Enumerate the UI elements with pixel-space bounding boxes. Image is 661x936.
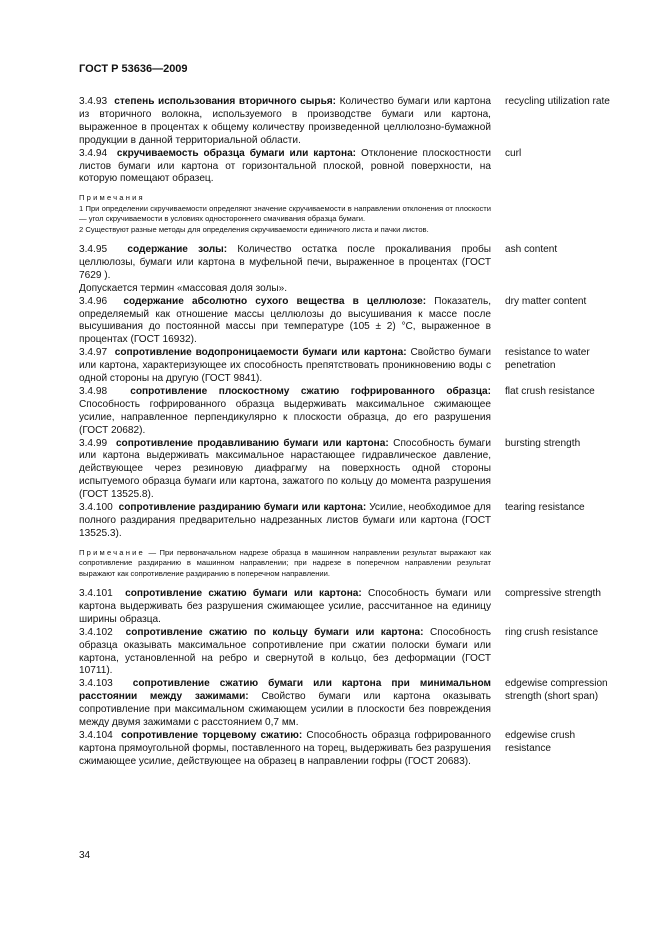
term-number: 3.4.98 — [79, 385, 108, 397]
term-number: 3.4.100 — [79, 502, 113, 514]
term-title: сопротивление водопроницаемости бумаги или картона: — [114, 347, 407, 359]
term-entry-3-4-96 — [79, 296, 619, 348]
note-item: 2 Существуют разные методы для определения скручиваемости единичного листа и пачки листов. — [79, 224, 429, 234]
english-term: edgewise crush resistance — [505, 730, 576, 754]
term-title: сопротивление раздиранию бумаги или картона: — [118, 502, 367, 514]
note-title: Примечания — [79, 193, 145, 203]
term-number: 3.4.94 — [79, 147, 108, 159]
term-title: сопротивление сжатию бумаги или картона при минимальном расстоянии между зажимами: — [79, 678, 491, 703]
term-number: 3.4.99 — [79, 437, 108, 449]
term-number: 3.4.103 — [79, 678, 113, 690]
term-entry-3-4-99 — [79, 438, 619, 503]
english-term: compressive strength — [505, 588, 601, 600]
term-title: сопротивление сжатию по кольцу бумаги или картона: — [125, 626, 424, 638]
note-block-tearing — [79, 548, 491, 579]
note-text: — При первоначальном надрезе образца в машинном направлении результат выражают как сопротивление раздиранию в машинном направлении; при надрезе в поперечном направлении результат выражают как сопротивление раздиранию в поперечном направлении. — [79, 547, 491, 578]
term-title: содержание абсолютно сухого вещества в целлюлозе: — [123, 295, 427, 307]
term-number: 3.4.95 — [79, 243, 108, 255]
term-title: степень использования вторичного сырья: — [114, 96, 337, 107]
term-entry-3-4-93 — [79, 96, 619, 148]
term-title: сопротивление торцевому сжатию: — [121, 730, 303, 741]
english-term: tearing resistance — [505, 502, 585, 514]
note-block-curl — [79, 193, 491, 235]
english-term: ash content — [505, 243, 558, 255]
english-term: ring crush resistance — [505, 626, 599, 638]
term-definition: Количество бумаги или картона из вторичного волокна, используемого в производстве бумаги или картона, выраженное в процентах к общему количеству произведенной целлюлозно-бумажной продукции в данной территориальной области. — [79, 96, 492, 146]
term-definition: Показатель, определяемый как отношение массы целлюлозы до высушивания к массе после высушивания до постоянной массы при температуре (105 ± 2) °С, выраженное в процентах (ГОСТ 16932). — [79, 295, 492, 346]
term-entry-3-4-97 — [79, 347, 619, 386]
term-definition: Способность гофрированного образца выдерживать максимальное сжимающее усилие, направленное перпендикулярно к плоскости образца, до его разрушения (ГОСТ 20682). — [79, 398, 491, 436]
term-definition: Количество остатка после прокаливания пробы целлюлозы, бумаги или картона в муфельной печи, выраженное в процентах (ГОСТ 7629 ). — [79, 243, 491, 281]
term-entry-3-4-100 — [79, 502, 619, 541]
term-definition: Способность бумаги или картона выдерживать максимальное нарастающее гидравлическое давление, действующее через резиновую диафрагму на поверхность одной стороны испытуемого образца бумаги или картона, зажатого по кольцу до момента разрушения (ГОСТ 13525.8). — [79, 437, 492, 501]
term-entry-3-4-98 — [79, 386, 619, 438]
term-number: 3.4.97 — [79, 347, 108, 359]
english-term: bursting strength — [505, 437, 581, 449]
term-entry-3-4-103 — [79, 678, 619, 730]
term-definition: Способность образца гофрированного картона прямоугольной формы, поставленного на торец, выдерживать без разрушения сжимающее усилие, действующее на образец в направлении гофры (ГОСТ 20683). — [79, 730, 491, 767]
document-body — [79, 96, 619, 769]
note-item: 1 При определении скручиваемости определяют значение скручиваемости в направлении отклонения от плоскости — угол скручиваемости в условиях одностороннего смачивания образца бумаги. — [79, 203, 491, 224]
english-term: recycling utilization rate — [505, 96, 610, 107]
term-extra-note: Допускается термин «массовая доля золы». — [79, 282, 288, 294]
term-definition: Способность образца оказывать максимальное сопротивление при сжатии полоски бумаги или картона, установленной на ребро и свернутой в кольцо, без деформации (ГОСТ 10711). — [79, 626, 492, 677]
term-definition: Свойство бумаги или картона оказывать сопротивление при максимальном сжимающем усилии в плоскости без повреждения между двумя зажимами с расстоянием 0,7 мм. — [79, 691, 491, 729]
term-number: 3.4.96 — [79, 295, 108, 307]
page-number: 34 — [79, 850, 91, 861]
term-title: сопротивление плоскостному сжатию гофрированного образца: — [130, 385, 491, 397]
english-term: resistance to water penetration — [505, 347, 590, 372]
term-number: 3.4.101 — [79, 588, 113, 600]
term-title: сопротивление сжатию бумаги или картона: — [125, 588, 362, 600]
term-entry-3-4-104 — [79, 730, 619, 769]
term-definition: Свойство бумаги или картона, характеризующее их способность препятствовать проникновению воды с одной стороны на другую (ГОСТ 9841). — [79, 347, 492, 385]
term-number: 3.4.93 — [79, 96, 108, 107]
note-title: Примечание — [79, 547, 145, 557]
term-definition: Отклонение плоскостности листов бумаги или картона от горизонтальной плоской, ровной поверхности, на которую помещают образец. — [79, 147, 491, 185]
term-title: скручиваемость образца бумаги или картона: — [116, 147, 357, 159]
term-number: 3.4.102 — [79, 626, 113, 638]
english-term: flat crush resistance — [505, 385, 595, 397]
term-title: сопротивление продавливанию бумаги или картона: — [115, 437, 389, 449]
term-entry-3-4-101 — [79, 588, 619, 627]
term-entry-3-4-95 — [79, 244, 619, 296]
english-term: curl — [505, 147, 522, 159]
term-number: 3.4.104 — [79, 730, 113, 741]
term-definition: Способность бумаги или картона выдерживать без разрушения сжимающее усилие, рассчитанное на единицу ширины образца. — [79, 588, 491, 625]
english-term: dry matter content — [505, 295, 587, 307]
document-header: ГОСТ Р 53636—2009 — [79, 63, 188, 75]
english-term: edgewise compression strength (short span) — [505, 678, 608, 703]
term-entry-3-4-94 — [79, 148, 619, 187]
term-entry-3-4-102 — [79, 627, 619, 679]
term-title: содержание золы: — [127, 243, 228, 255]
term-definition: Усилие, необходимое для полного раздирания предварительно надрезанных листов бумаги или картона (ГОСТ 13525.3). — [79, 502, 491, 539]
